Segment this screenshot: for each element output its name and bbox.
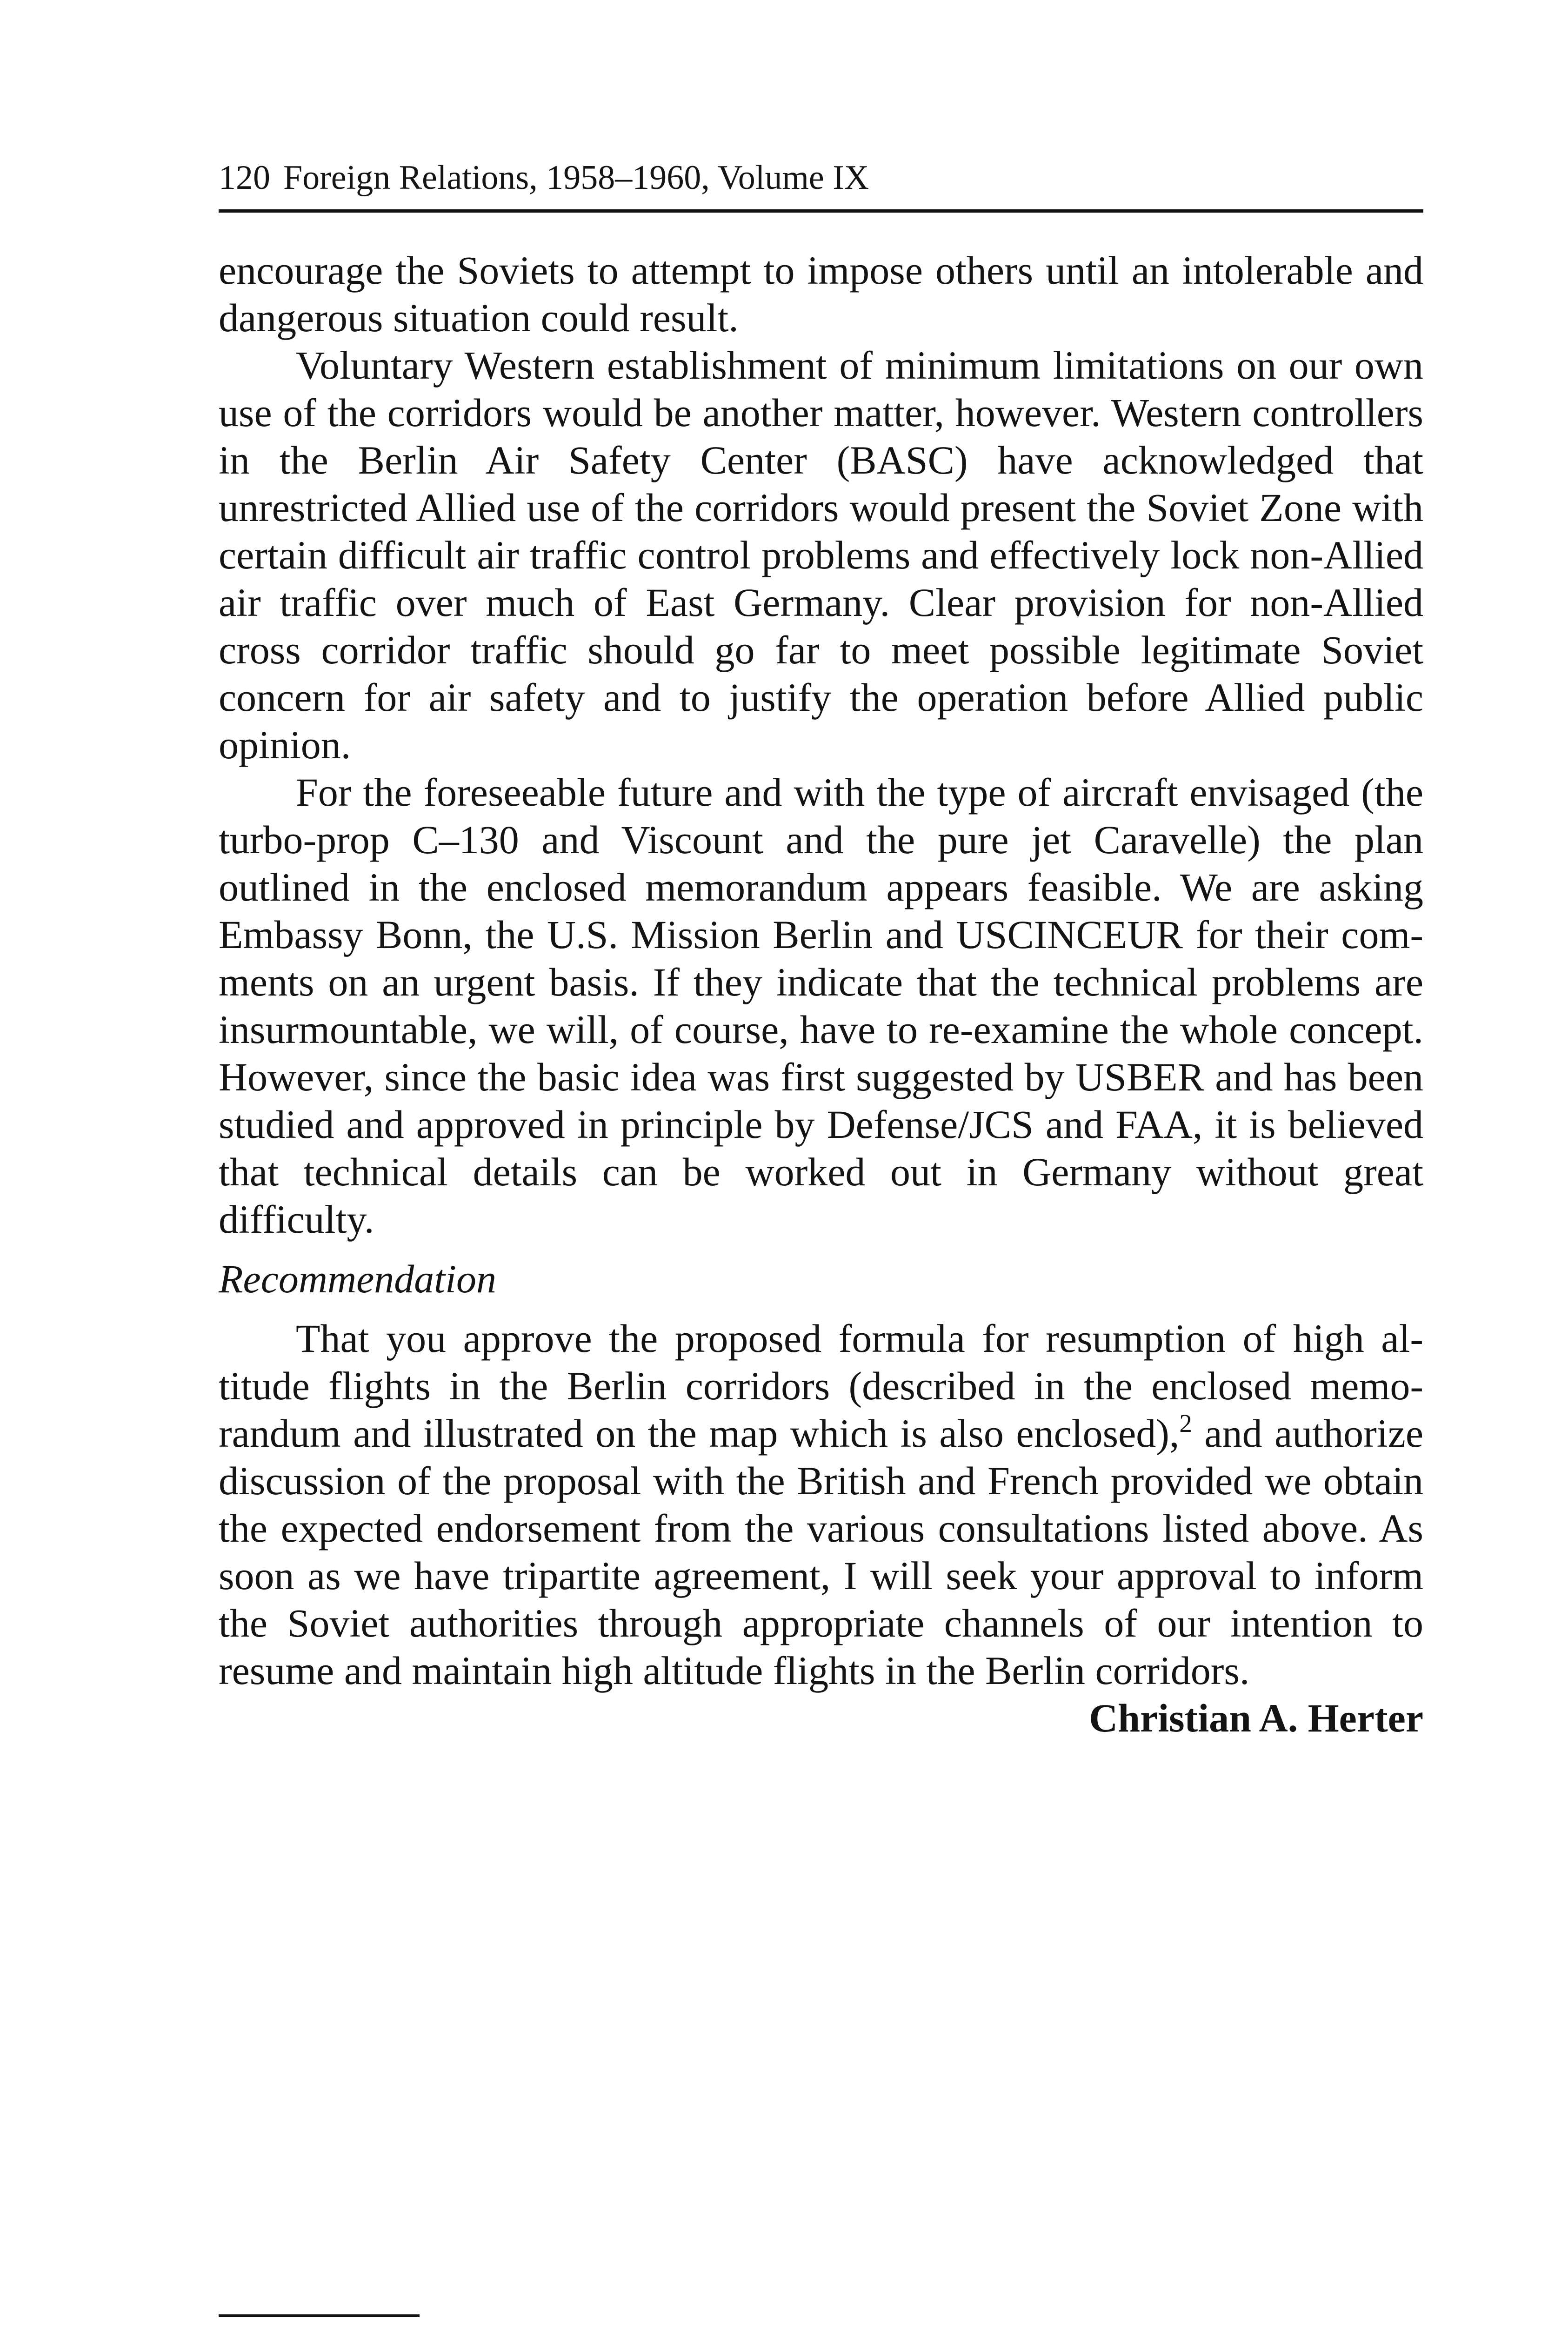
page-number: 120 <box>219 159 270 197</box>
running-header <box>219 160 869 195</box>
section-heading-recommendation: Recommendation <box>219 1257 497 1301</box>
footnote-rule <box>219 2314 420 2317</box>
paragraph-voluntary-limitations: Voluntary Western establishment of minimum limitations on our own use of the corridors would be another matter, however. Western controllers in the Berlin Air Safety Center (BASC) have acknowledged that unrestricted Allied use of the corridors would present the Soviet Zone with certain difficult air traffic control problems and effectively lock non-Allied air traffic over much of East Germany. Clear provision for non-Allied cross corridor traffic should go far to meet possible legitimate Soviet concern for air safety and to justify the operation before Allied public opinion. <box>219 343 1423 767</box>
signature: Christian A. Herter <box>1089 1696 1423 1740</box>
paragraph-continuation: encourage the Soviets to attempt to impose others until an intolerable and dangerous situation could result. <box>219 248 1423 340</box>
paragraph-foreseeable-future: For the foreseeable future and with the type of aircraft envisaged (the turbo-prop C–130 and Viscount and the pure jet Caravelle) the plan outlined in the enclosed memorandum appears feasible. We are asking Embassy Bonn, the U.S. Mission Berlin and USCINCEUR for their comments on an urgent basis. If they indicate that the technical problems are insurmountable, we will, of course, have to re-examine the whole concept. However, since the basic idea was first suggested by USBER and has been studied and approved in principle by Defense/JCS and FAA, it is believed that technical details can be worked out in Germany without great difficulty. <box>219 770 1423 1242</box>
body-text <box>219 247 1423 1742</box>
footnote-reference: 2 <box>1179 1409 1192 1437</box>
recommendation-text-part-2: and authorize discussion of the proposal with the British and French provided we obtain the expected endorsement from the various consultations listed above. As soon as we have tripartite agreement, I will seek your approval to inform the Soviet authorities through appropriate channels of our intention to resume and maintain high altitude flights in the Berlin corridors. <box>219 1411 1424 1693</box>
recommendation-text-part-1: That you approve the proposed formula for resumption of high altitude flights in the Berlin corridors (described in the enclosed memorandum and illustrated on the map which is also enclosed), <box>219 1316 1423 1456</box>
header-rule <box>219 209 1423 213</box>
running-title: Foreign Relations, 1958–1960, Volume IX <box>283 159 869 197</box>
paragraph-recommendation <box>219 1315 1423 1694</box>
